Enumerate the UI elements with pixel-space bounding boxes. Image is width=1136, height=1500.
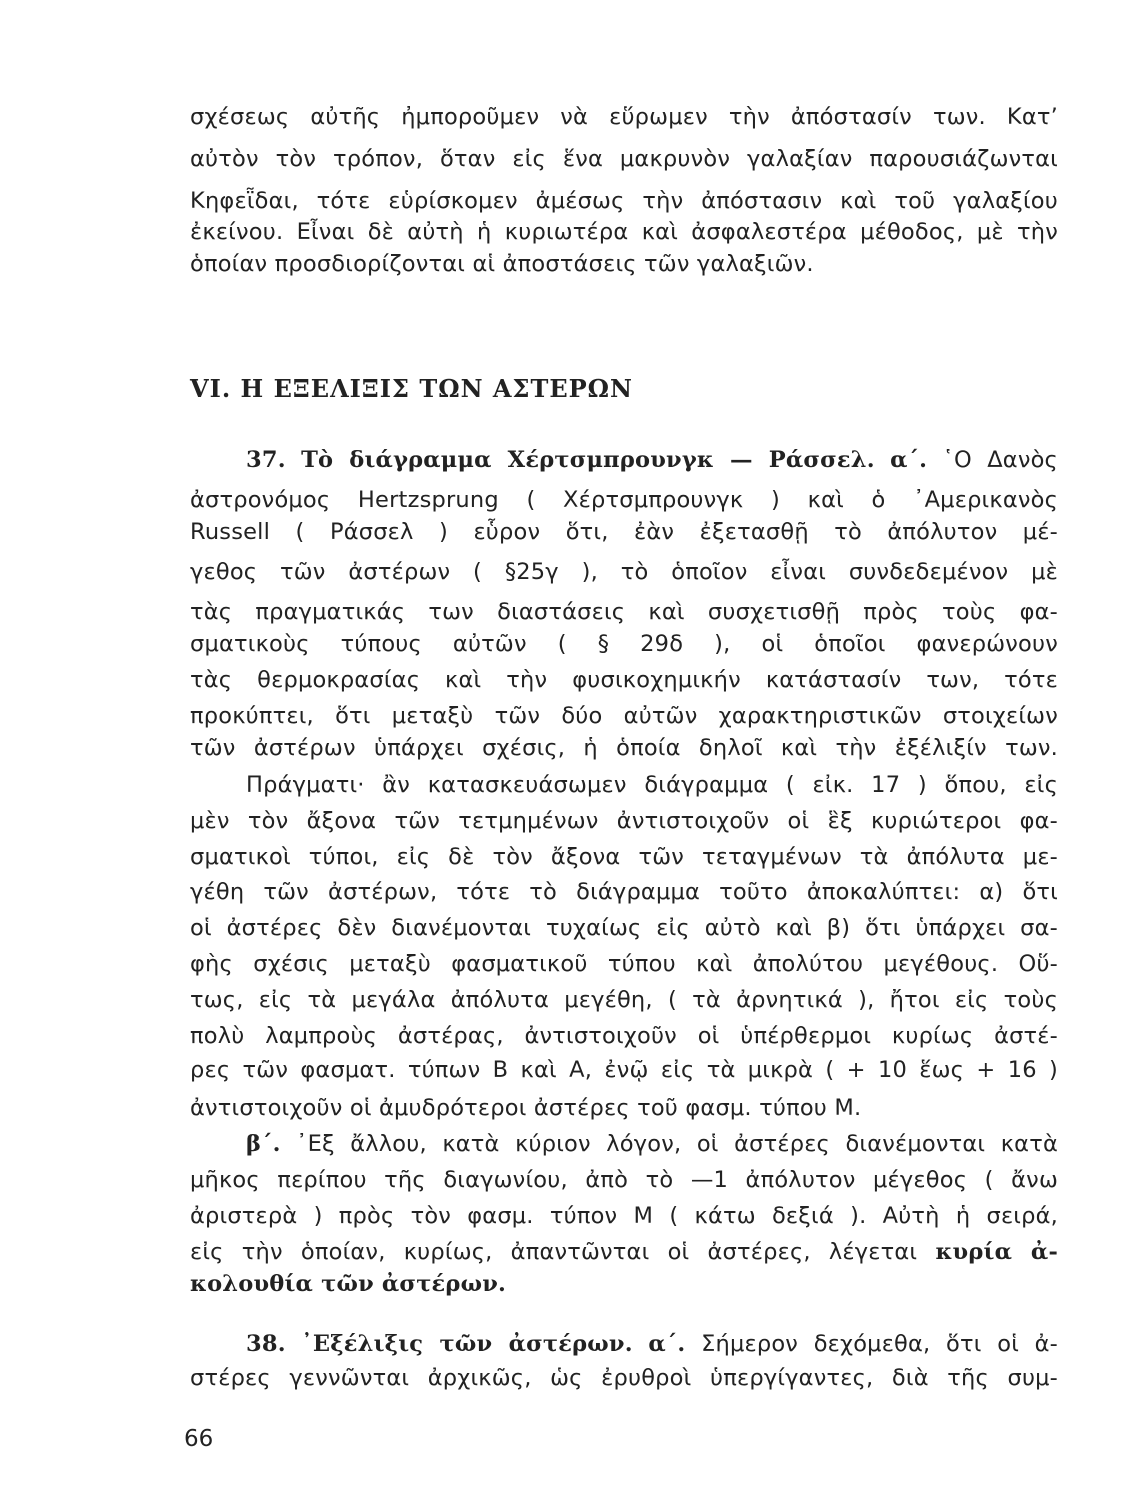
intro-line-2: αὐτὸν τὸν τρόπον, ὅταν εἰς ἕνα μακρυνὸν γαλαξίαν παρουσιάζωνται [190, 146, 1058, 172]
section-37-number: 37. [246, 447, 286, 473]
s37-p2-line-8: πολὺ λαμπροὺς ἀστέρας, ἀντιστοιχοῦν οἱ ὑπέρθερμοι κυρίως ἀστέ- [190, 1023, 1058, 1049]
intro-line-5: ὁποίαν προσδιορίζονται αἱ ἀποστάσεις τῶν γαλαξιῶν. [190, 251, 814, 277]
intro-line-4: ἐκείνου. Εἶναι δὲ αὐτὴ ἡ κυριωτέρα καὶ ἀσφαλεστέρα μέθοδος, μὲ τὴν [190, 219, 1058, 245]
s37-p2-line-7: τως, εἰς τὰ μεγάλα ἀπόλυτα μεγέθη, ( τὰ ἀρνητικά ), ἤτοι εἰς τοὺς [190, 987, 1058, 1013]
s37-p3-line-2: μῆκος περίπου τῆς διαγωνίου, ἀπὸ τὸ —1 ἀπόλυτον μέγεθος ( ἄνω [190, 1167, 1058, 1193]
s37-line-7: τὰς θερμοκρασίας καὶ τὴν φυσικοχημικήν κατάστασίν των, τότε [190, 667, 1058, 693]
s37-p2-line-3: σματικοὶ τύποι, εἰς δὲ τὸν ἄξονα τῶν τεταγμένων τὰ ἀπόλυτα με- [190, 844, 1058, 870]
s37-p2-line-2: μὲν τὸν ἄξονα τῶν τετμημένων ἀντιστοιχοῦν οἱ ἓξ κυριώτεροι φα- [190, 808, 1058, 834]
s37-line-4: γεθος τῶν ἀστέρων ( §25γ ), τὸ ὁποῖον εἶναι συνδεδεμένον μὲ [190, 559, 1058, 585]
s37-line-5: τὰς πραγματικάς των διαστάσεις καὶ συσχετισθῇ πρὸς τοὺς φα- [190, 599, 1058, 625]
s37-p3-line-1-rest: ᾿Εξ ἄλλου, κατὰ κύριον λόγον, οἱ ἀστέρες διανέμονται κατὰ [296, 1131, 1058, 1157]
section-38-number: 38. [246, 1331, 286, 1357]
chapter-heading: VI. Η ΕΞΕΛΙΞΙΣ ΤΩΝ ΑΣΤΕΡΩΝ [190, 374, 633, 403]
section-38-mark-a: α΄. [648, 1331, 686, 1357]
s37-mark-b: β΄. [246, 1131, 281, 1157]
s37-p3-line-4-rest: εἰς τὴν ὁποίαν, κυρίως, ἀπαντῶνται οἱ ἀστέρες, λέγεται [190, 1239, 918, 1265]
intro-line-3: Κηφεῗδαι, τότε εὑρίσκομεν ἀμέσως τὴν ἀπόστασιν καὶ τοῦ γαλαξίου [190, 188, 1058, 214]
s37-line-2: ἀστρονόμος Hertzsprung ( Χέρτσμπρουνγκ ) καὶ ὁ ᾿Αμερικανὸς [190, 487, 1058, 513]
key-term-main-sequence-part-2: κολουθία τῶν ἀστέρων. [190, 1271, 507, 1297]
key-term-main-sequence-part-1: κυρία ἀ- [935, 1239, 1058, 1265]
intro-line-1: σχέσεως αὐτῆς ἠμποροῦμεν νὰ εὕρωμεν τὴν ἀπόστασίν των. Κατ’ [190, 104, 1058, 130]
section-37-line-1-rest: ῾Ο Δανὸς [942, 447, 1058, 473]
s37-p2-line-4: γέθη τῶν ἀστέρων, τότε τὸ διάγραμμα τοῦτο ἀποκαλύπτει: α) ὅτι [190, 879, 1058, 905]
s37-p2-line-1: Πράγματι· ἂν κατασκευάσωμεν διάγραμμα ( εἰκ. 17 ) ὅπου, εἰς [246, 772, 1058, 798]
s37-line-3: Russell ( Ράσσελ ) εὗρον ὅτι, ἐὰν ἐξετασθῇ τὸ ἀπόλυτον μέ- [190, 519, 1058, 545]
s37-p2-line-10: ἀντιστοιχοῦν οἱ ἀμυδρότεροι ἀστέρες τοῦ φασμ. τύπου Μ. [190, 1095, 862, 1121]
s37-p2-line-6: φὴς σχέσις μεταξὺ φασματικοῦ τύπου καὶ ἀπολύτου μεγέθους. Οὕ- [190, 951, 1058, 977]
s37-p2-line-9: ρες τῶν φασματ. τύπων Β καὶ Α, ἐνῷ εἰς τὰ μικρὰ ( + 10 ἕως + 16 ) [190, 1057, 1058, 1083]
s37-line-8: προκύπτει, ὅτι μεταξὺ τῶν δύο αὐτῶν χαρακτηριστικῶν στοιχείων [190, 703, 1058, 729]
section-38-line-1-rest: Σήμερον δεχόμεθα, ὅτι οἱ ἀ- [701, 1331, 1058, 1357]
section-37-title: Τὸ διάγραμμα Χέρτσμπρουνγκ — Ράσσελ. [301, 447, 875, 473]
s37-line-6: σματικοὺς τύπους αὐτῶν ( § 29δ ), οἱ ὁποῖοι φανερώνουν [190, 631, 1058, 657]
section-37-mark-a: α΄. [890, 447, 928, 473]
s38-line-2: στέρες γεννῶνται ἀρχικῶς, ὡς ἐρυθροὶ ὑπεργίγαντες, διὰ τῆς συμ- [190, 1365, 1058, 1391]
s37-p2-line-5: οἱ ἀστέρες δὲν διανέμονται τυχαίως εἰς αὐτὸ καὶ β) ὅτι ὑπάρχει σα- [190, 915, 1058, 941]
section-38-heading-line [246, 1328, 1058, 1360]
s37-p3-line-4 [190, 1236, 1058, 1268]
s37-p3-line-1 [246, 1128, 1058, 1160]
section-37-heading-line [246, 444, 1058, 476]
s37-line-9: τῶν ἀστέρων ὑπάρχει σχέσις, ἡ ὁποία δηλοῖ καὶ τὴν ἐξέλιξίν των. [190, 735, 1058, 761]
section-38-title: ᾿Εξέλιξις τῶν ἀστέρων. [301, 1331, 633, 1357]
page-number: 66 [184, 1426, 214, 1452]
s37-p3-line-3: ἀριστερὰ ) πρὸς τὸν φασμ. τύπον Μ ( κάτω δεξιά ). Αὐτὴ ἡ σειρά, [190, 1203, 1058, 1229]
